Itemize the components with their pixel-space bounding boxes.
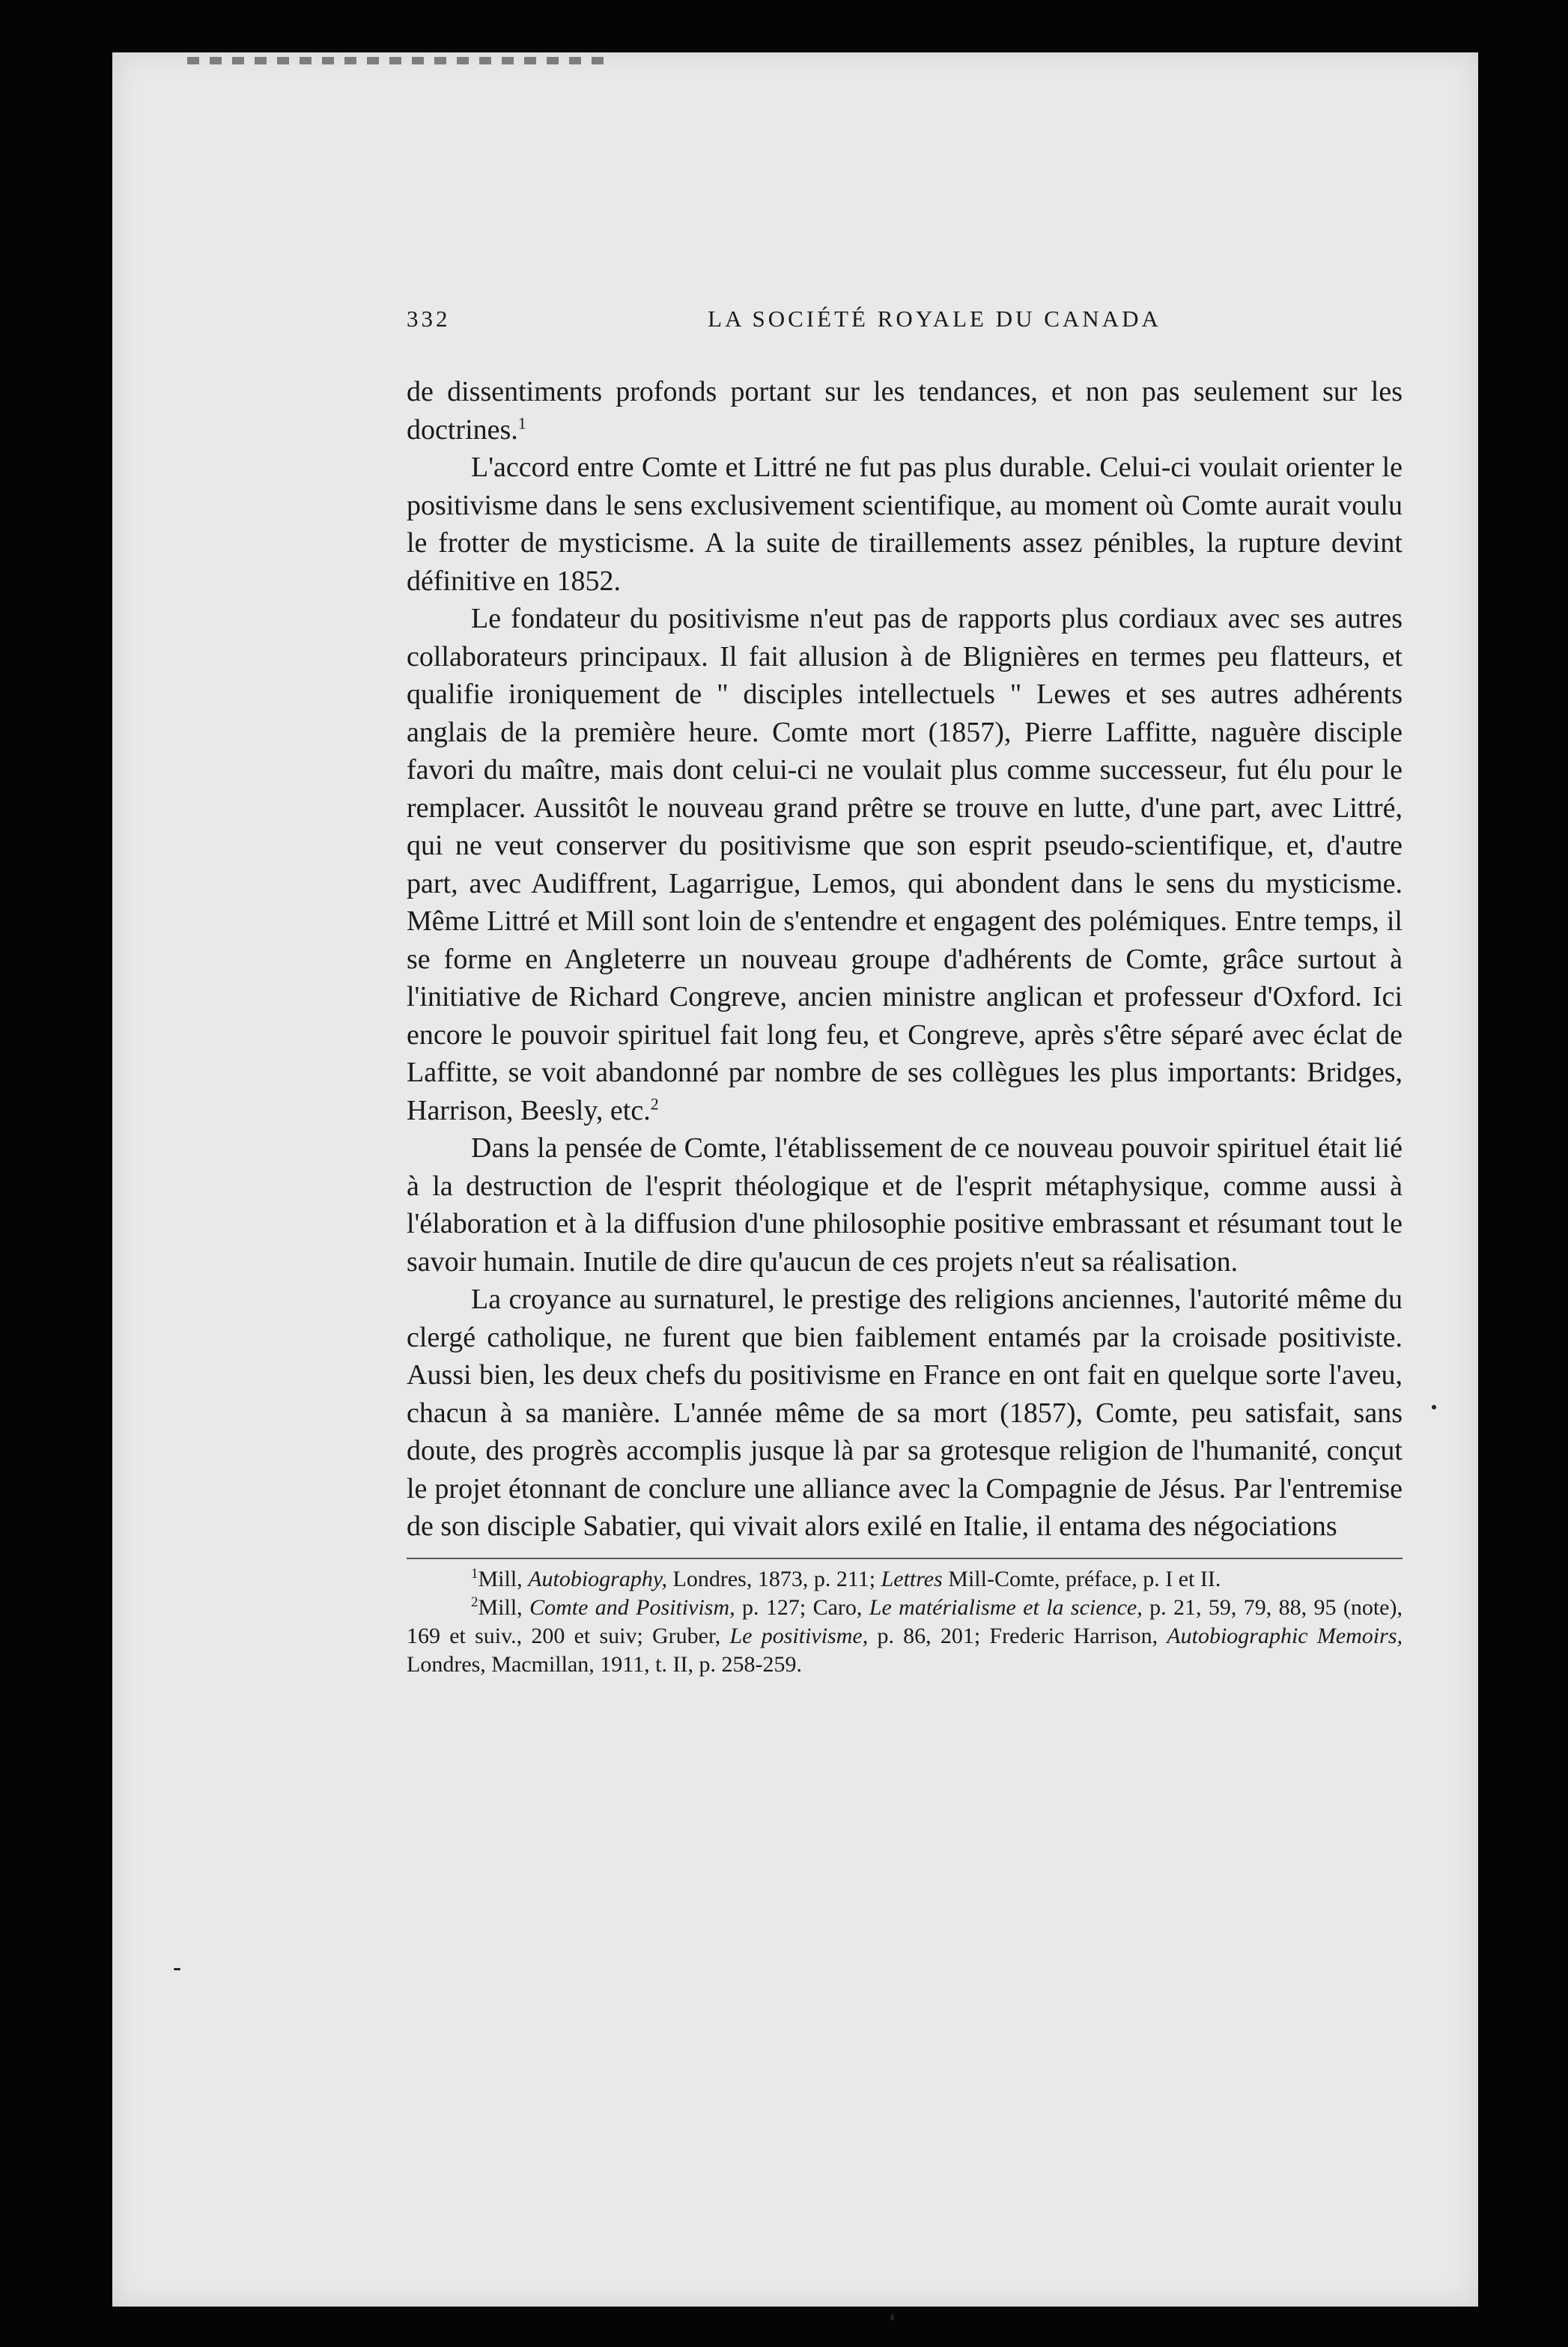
footnote-number: 2: [471, 1594, 478, 1610]
footnote-reference: 2: [650, 1093, 659, 1113]
footnotes: [407, 1565, 1403, 1679]
footnote-divider: [407, 1558, 1403, 1559]
body-text: [407, 373, 1403, 1546]
scan-speck: [890, 2314, 894, 2321]
scan-smudge: [187, 57, 607, 64]
paragraph: de dissentiments profonds portant sur les tendances, et non pas seulement sur les doctrines.$^1$: [407, 376, 1403, 446]
text-column: [407, 306, 1403, 1679]
running-head: [407, 306, 1403, 343]
scan-speck: [174, 1968, 180, 1970]
paragraph: Dans la pensée de Comte, l'établissement de ce nouveau pouvoir spirituel était lié à la destruction de l'esprit théologique et de l'esprit métaphysique, comme aussi à l'élaboration et à la diffusion d'une philosophie positive embrassant et résumant tout le savoir humain. Inutile de dire qu'aucun de ces projets n'eut sa réalisation.: [407, 1132, 1403, 1278]
footnote: $^1$Mill, Autobiography, Londres, 1873, p. 211; Lettres Mill-Comte, préface, p. I et II.: [471, 1565, 1221, 1591]
paragraph: L'accord entre Comte et Littré ne fut pas plus durable. Celui-ci voulait orienter le positivisme dans le sens exclusivement scientifique, au moment où Comte aurait voulu le frotter de mysticisme. A la suite de tiraillements assez pénibles, la rupture devint définitive en 1852.: [407, 452, 1403, 597]
footnote: $^2$Mill, Comte and Positivism, p. 127; Caro, Le matérialisme et la science, p. 21, 59, 79, 88, 95 (note), 169 et suiv., 200 et suiv; Gruber, Le positivisme, p. 86, 201; Frederic Harrison, Autobiographic Memoirs, Londres, Macmillan, 1911, t. II, p. 258-259.: [407, 1594, 1403, 1677]
scan-speck: [1432, 1405, 1436, 1409]
paragraph: La croyance au surnaturel, le prestige des religions anciennes, l'autorité même du clergé catholique, ne furent que bien faiblement entamés par la croisade positiviste. Aussi bien, les deux chefs du positivisme en France en ont fait en quelque sorte l'aveu, chacun à sa manière. L'année même de sa mort (1857), Comte, peu satisfait, sans doute, des progrès accomplis jusque là par sa grotesque religion de l'humanité, conçut le projet étonnant de conclure une alliance avec la Compagnie de Jésus. Par l'entremise de son disciple Sabatier, qui vivait alors exilé en Italie, il entama des négociations: [407, 1284, 1403, 1542]
paragraph: Le fondateur du positivisme n'eut pas de rapports plus cordiaux avec ses autres collaborateurs principaux. Il fait allusion à de Blignières en termes peu flatteurs, et qualifie ironiquement de " disciples intellectuels " Lewes et ses autres adhérents anglais de la première heure. Comte mort (1857), Pierre Laffitte, naguère disciple favori du maître, mais dont celui-ci ne voulait plus comme successeur, fut élu pour le remplacer. Aussitôt le nouveau grand prêtre se trouve en lutte, d'une part, avec Littré, qui ne veut conserver du positivisme que son esprit pseudo-scientifique, et, d'autre part, avec Audiffrent, Lagarrigue, Lemos, qui abondent dans le sens du mysticisme. Même Littré et Mill sont loin de s'entendre et engagent des polémiques. Entre temps, il se forme en Angleterre un nouveau groupe d'adhérents de Comte, grâce surtout à l'initiative de Richard Congreve, ancien ministre anglican et professeur d'Oxford. Ici encore le pouvoir spirituel fait long feu, et Congreve, après s'être séparé avec éclat de Laffitte, se voit abandonné par nombre de ses collègues les plus importants: Bridges, Harrison, Beesly, etc.$^2$: [407, 603, 1403, 1126]
footnote-number: 1: [471, 1565, 478, 1582]
footnote-reference: 1: [517, 413, 526, 432]
journal-title: LA SOCIÉTÉ ROYALE DU CANADA: [708, 306, 1161, 332]
page-number: 332: [407, 306, 451, 332]
